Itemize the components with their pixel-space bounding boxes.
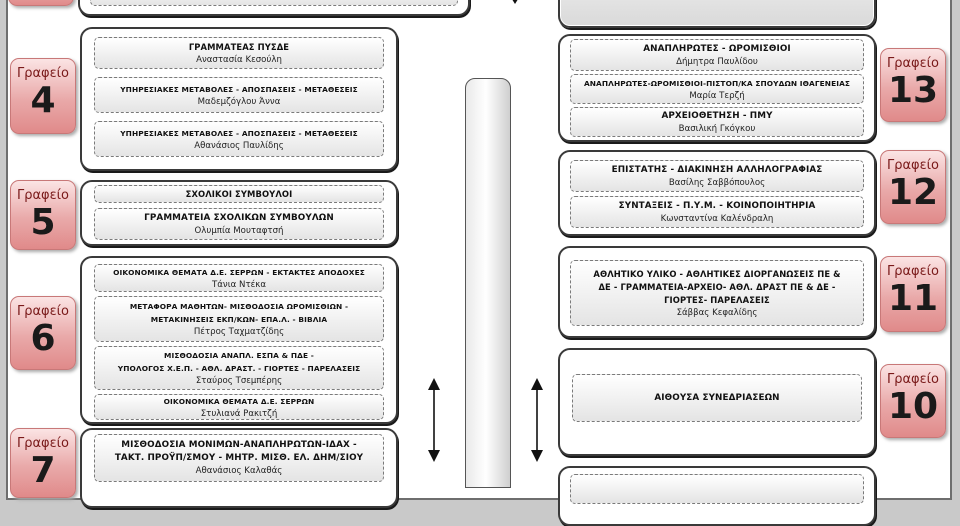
office-badge-11	[880, 256, 946, 332]
office-group-5	[80, 180, 398, 246]
role-title: ΑΝΑΠΛΗΡΩΤΕΣ - ΩΡΟΜΙΣΘΙΟΙ	[643, 43, 791, 54]
double-arrow-icon	[508, 0, 522, 8]
person-name: Αθανάσιος Παυλίδης	[194, 140, 284, 151]
office-label: Γραφείο	[16, 66, 70, 81]
office-number: 11	[887, 278, 939, 319]
role-title: ΑΡΧΕΙΟΘΕΤΗΣΗ - ΠΜΥ	[661, 110, 773, 121]
office-group-11	[558, 246, 876, 338]
office-5-box-1	[94, 185, 384, 203]
office-group-13	[558, 34, 876, 142]
person-name: Δήμητρα Παυλίδου	[676, 56, 758, 67]
role-title: ΟΙΚΟΝΟΜΙΚΑ ΘΕΜΑΤΑ Δ.Ε. ΣΕΡΡΩΝ	[163, 396, 315, 406]
office-4-box-2	[94, 77, 384, 113]
office-6-box-1	[94, 264, 384, 292]
person-name: Σταύρος Τσεμπέρης	[195, 376, 283, 386]
person-name	[238, 0, 310, 2]
office-label: Γραφείο	[16, 304, 70, 319]
bottom-right-box	[570, 474, 864, 504]
person-name: Βασιλική Γκόγκου	[678, 123, 756, 134]
top-left-box	[90, 0, 458, 6]
person-name: Σάββας Κεφαλίδης	[676, 307, 758, 318]
office-group-10	[558, 348, 876, 456]
office-12-box-2	[570, 196, 864, 228]
role-title: ΕΠΙΣΤΑΤΗΣ - ΔΙΑΚΙΝΗΣΗ ΑΛΛΗΛΟΓΡΑΦΙΑΣ	[611, 164, 823, 175]
office-group-top-right	[558, 0, 876, 28]
role-title: ΣΥΝΤΑΞΕΙΣ - Π.Υ.Μ. - ΚΟΙΝΟΠΟΙΗΤΗΡΙΑ	[618, 200, 816, 211]
office-label: Γραφείο	[886, 56, 940, 71]
role-title-line-1: ΑΘΛΗΤΙΚΟ ΥΛΙΚΟ - ΑΘΛΗΤΙΚΕΣ ΔΙΟΡΓΑΝΩΣΕΙΣ ΠΕ &	[593, 268, 841, 279]
person-name: Ολυμπία Μουταφτσή	[194, 225, 284, 236]
office-group-bottom-right-partial	[558, 466, 876, 526]
office-6-box-2	[94, 296, 384, 342]
person-name: Κωνσταντίνα Καλένδραλη	[660, 213, 774, 224]
office-number: 10	[887, 386, 939, 427]
office-badge-12	[880, 150, 946, 224]
role-title-line-2: ΔΕ - ΓΡΑΜΜΑΤΕΙΑ-ΑΡΧΕΙΟ- ΑΘΛ. ΔΡΑΣΤ ΠΕ & ΔΕ -	[598, 281, 836, 292]
office-number: 5	[30, 202, 56, 243]
office-group-12	[558, 150, 876, 236]
office-badge-4	[10, 58, 76, 134]
office-4-box-1	[94, 37, 384, 69]
role-title-line-2: ΥΠΟΛΟΓΟΣ Χ.Ε.Π. - ΑΘΛ. ΔΡΑΣΤ. - ΓΙΟΡΤΕΣ - ΠΑΡΕΛΑΣΕΙΣ	[117, 364, 361, 373]
office-5-box-2	[94, 208, 384, 240]
person-name: Αναστασία Κεσούλη	[196, 54, 282, 65]
person-name: Μαδεμζόγλου Άννα	[197, 96, 281, 107]
role-title-line-2: ΜΕΤΑΚΙΝΗΣΕΙΣ ΕΚΠ/ΚΩΝ- ΕΠΑ.Λ. - ΒΙΒΛΙΑ	[150, 315, 328, 324]
office-13-box-3	[570, 107, 864, 137]
office-13-box-2	[570, 74, 864, 104]
role-title-line-1: ΜΕΤΑΦΟΡΑ ΜΑΘΗΤΩΝ- ΜΙΣΘΟΔΟΣΙΑ ΩΡΟΜΙΣΘΙΩΝ -	[129, 302, 349, 311]
office-number: 13	[887, 70, 939, 111]
office-group-top-left	[78, 0, 470, 16]
office-badge-10	[880, 364, 946, 438]
office-label: Γραφείο	[886, 158, 940, 173]
role-title: ΥΠΗΡΕΣΙΑΚΕΣ ΜΕΤΑΒΟΛΕΣ - ΑΠΟΣΠΑΣΕΙΣ - ΜΕΤΑΘΕΣΕΙΣ	[120, 128, 358, 138]
office-label: Γραφείο	[16, 188, 70, 203]
role-title: ΣΧΟΛΙΚΟΙ ΣΥΜΒΟΥΛΟΙ	[185, 188, 293, 199]
person-name: Αθανάσιος Καλαθάς	[195, 466, 283, 476]
double-arrow-icon	[530, 378, 544, 462]
office-10-box-1	[572, 374, 862, 422]
person-name: Βασίλης Σαββόπουλος	[668, 177, 766, 188]
office-13-box-1	[570, 39, 864, 71]
office-7-box-1	[94, 434, 384, 482]
central-corridor-pillar	[465, 78, 511, 488]
office-number: 4	[30, 80, 56, 121]
office-number: 12	[887, 172, 939, 213]
role-title: ΓΡΑΜΜΑΤΕΑΣ ΠΥΣΔΕ	[188, 41, 290, 52]
office-badge-13	[880, 48, 946, 122]
office-badge-7	[10, 428, 76, 498]
role-title-line-1: ΜΙΣΘΟΔΟΣΙΑ ΑΝΑΠΛ. ΕΣΠΑ & ΠΔΕ -	[164, 351, 314, 360]
room-title: ΑΙΘΟΥΣΑ ΣΥΝΕΔΡΙΑΣΕΩΝ	[654, 392, 780, 403]
office-badge-5	[10, 180, 76, 250]
office-badge-6	[10, 296, 76, 370]
role-title-line-2: ΤΑΚΤ. ΠΡΟΫΠ/ΣΜΟΥ - ΜΗΤΡ. ΜΙΣΘ. ΕΛ. ΔΗΜ/ΣΙΟΥ	[114, 453, 364, 463]
office-badge-top-partial	[8, 0, 74, 6]
role-title: ΥΠΗΡΕΣΙΑΚΕΣ ΜΕΤΑΒΟΛΕΣ - ΑΠΟΣΠΑΣΕΙΣ - ΜΕΤΑΘΕΣΕΙΣ	[120, 84, 358, 94]
office-6-box-3	[94, 346, 384, 390]
double-arrow-icon	[427, 378, 441, 462]
person-name: Πέτρος Ταχματζίδης	[193, 327, 285, 337]
office-label: Γραφείο	[886, 264, 940, 279]
person-name: Τάνια Ντέκα	[212, 279, 266, 290]
office-group-4	[80, 27, 398, 171]
role-title: ΓΡΑΜΜΑΤΕΙΑ ΣΧΟΛΙΚΩΝ ΣΥΜΒΟΥΛΩΝ	[144, 212, 334, 223]
office-label: Γραφείο	[886, 372, 940, 387]
office-group-7	[80, 428, 398, 508]
office-group-6	[80, 256, 398, 424]
office-6-box-4	[94, 394, 384, 420]
person-name: Στυλιανά Ρακιτζή	[200, 408, 278, 419]
office-number: 7	[30, 450, 56, 491]
office-label: Γραφείο	[16, 436, 70, 451]
role-title: ΟΙΚΟΝΟΜΙΚΑ ΘΕΜΑΤΑ Δ.Ε. ΣΕΡΡΩΝ - ΕΚΤΑΚΤΕΣ ΑΠΟΔΟΧΕΣ	[113, 267, 365, 277]
office-11-box-1	[570, 260, 864, 326]
office-12-box-1	[570, 160, 864, 192]
role-title: ΑΝΑΠΛΗΡΩΤΕΣ-ΩΡΟΜΙΣΘΙΟΙ-ΠΙΣΤΟΠ/ΚΑ ΣΠΟΥΔΩΝ ΙΘΑΓΕΝΕΙΑΣ	[583, 78, 851, 88]
person-name: Μαρία Τερζή	[689, 90, 745, 101]
role-title-line-1: ΜΙΣΘΟΔΟΣΙΑ ΜΟΝΙΜΩΝ-ΑΝΑΠΛΗΡΩΤΩΝ-ΙΔΑΧ -	[121, 440, 357, 450]
office-4-box-3	[94, 121, 384, 157]
office-number: 6	[30, 318, 56, 359]
role-title-line-3: ΓΙΟΡΤΕΣ- ΠΑΡΕΛΑΣΕΙΣ	[664, 294, 770, 305]
